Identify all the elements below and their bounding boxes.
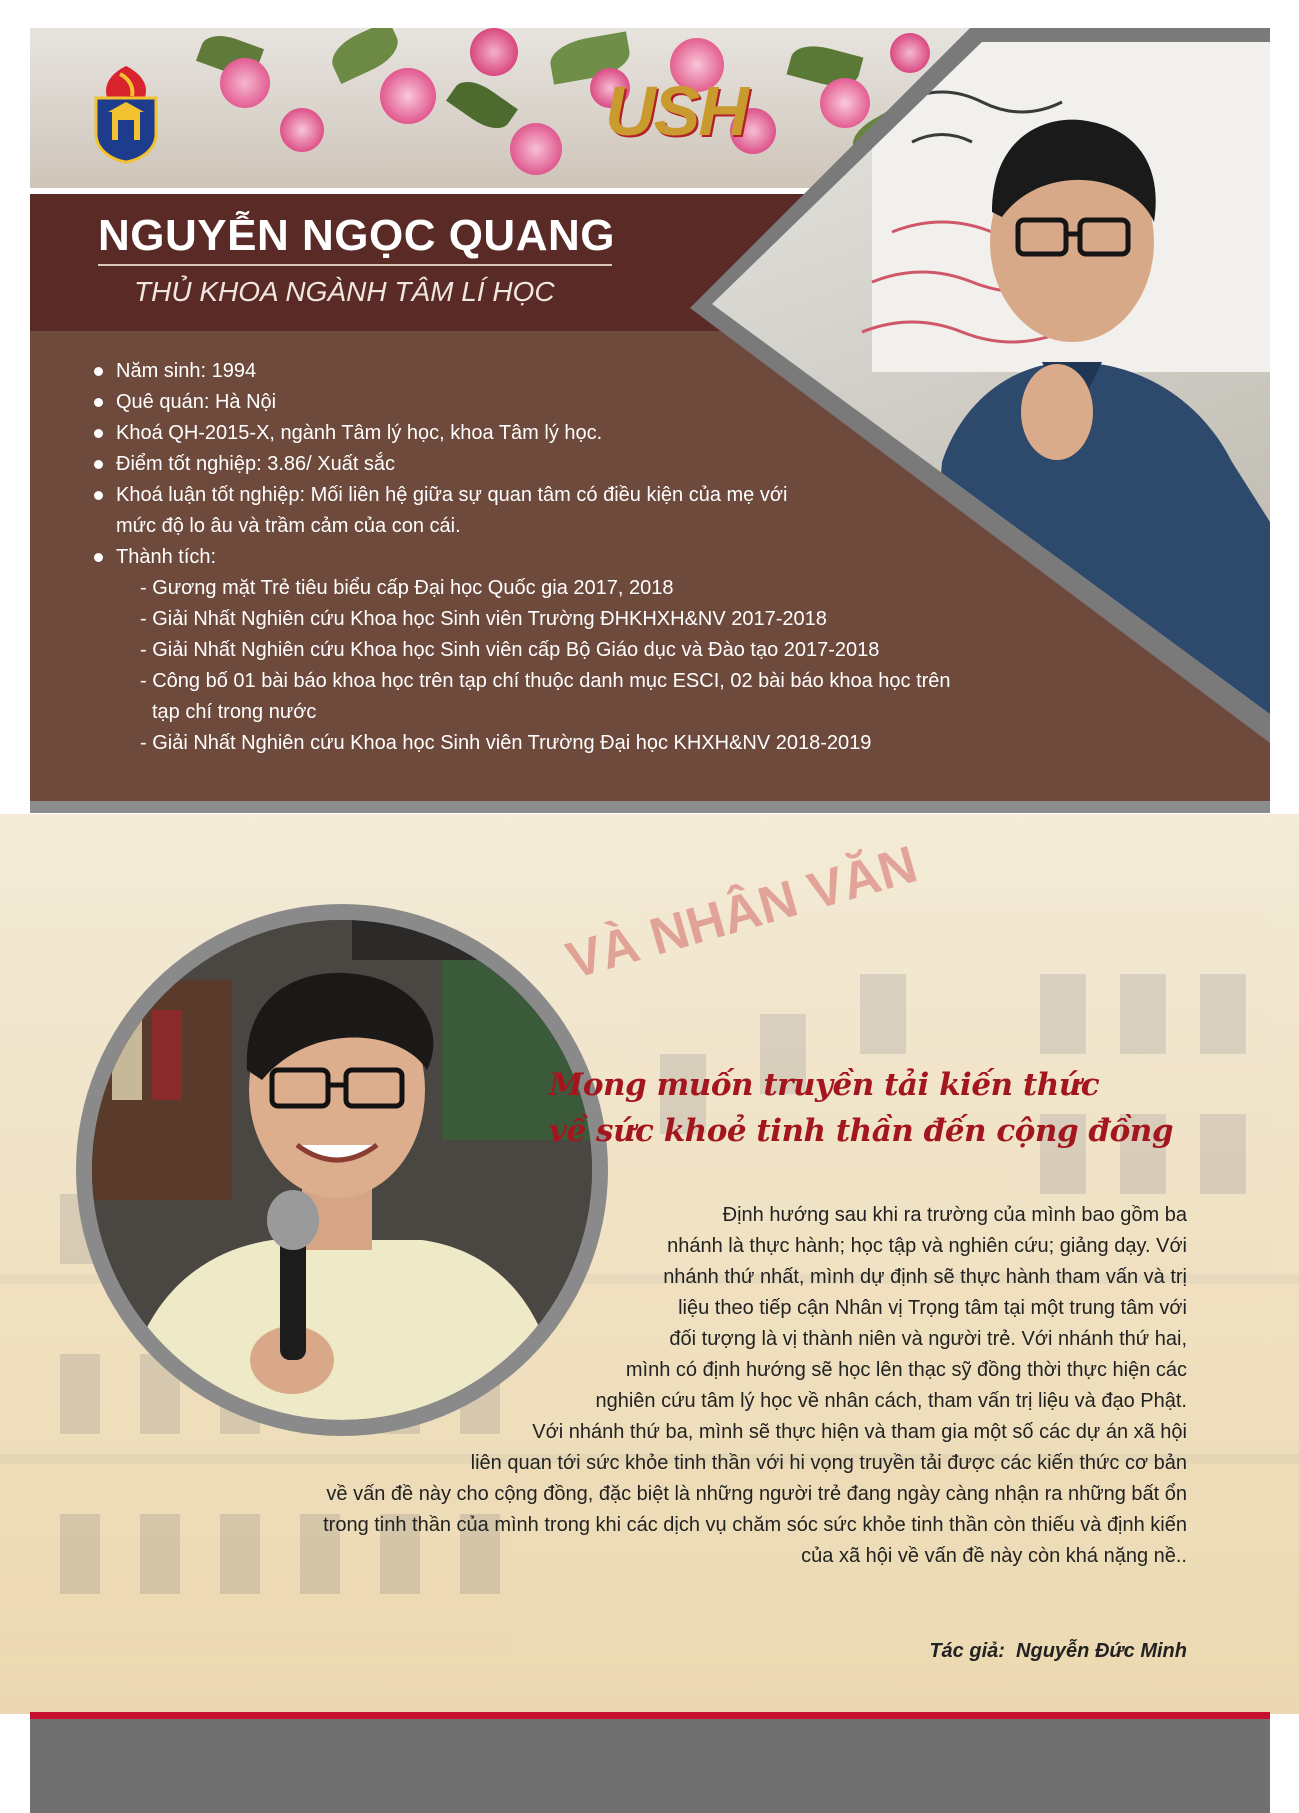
body-line: liệu theo tiếp cận Nhân vị Trọng tâm tại một trung tâm với <box>678 1297 1187 1319</box>
body-line: đối tượng là vị thành niên và người trẻ. Với nhánh thứ hai, <box>669 1328 1187 1350</box>
name-underline <box>98 264 612 266</box>
profile-subtitle: THỦ KHOA NGÀNH TÂM LÍ HỌC <box>134 276 555 307</box>
fact-gpa: Điểm tốt nghiệp: 3.86/ Xuất sắc <box>92 449 1012 480</box>
building-sign-text: VÀ NHÂN VĂN <box>560 835 924 991</box>
body-line: của xã hội về vấn đề này còn khá nặng nề.. <box>801 1545 1187 1567</box>
achievement-item: - Gương mặt Trẻ tiêu biểu cấp Đại học Quốc gia 2017, 2018 <box>140 577 674 599</box>
fact-achievements-label: Thành tích: <box>92 542 1012 573</box>
article-heading <box>549 1062 1189 1154</box>
author-credit <box>929 1636 1187 1666</box>
body-line: liên quan tới sức khỏe tinh thần với hi vọng truyền tải được các kiến thức cơ bản <box>470 1452 1187 1474</box>
body-line: về vấn đề này cho cộng đồng, đặc biệt là những người trẻ đang ngày càng nhận ra những bất ổn <box>326 1483 1187 1505</box>
body-line: nhánh là thực hành; học tập và nghiên cứu; giảng dạy. Với <box>667 1235 1187 1257</box>
brand-logo-text: USH <box>605 72 747 150</box>
body-line: Với nhánh thứ ba, mình sẽ thực hiện và tham gia một số các dự án xã hội <box>532 1421 1187 1443</box>
bullet-icon <box>94 553 103 562</box>
author-label: Tác giả: <box>929 1640 1005 1662</box>
bullet-icon <box>94 429 103 438</box>
body-line: Định hướng sau khi ra trường của mình bao gồm ba <box>722 1204 1187 1226</box>
fact-thesis: Khoá luận tốt nghiệp: Mối liên hệ giữa sự quan tâm có điều kiện của mẹ với mức độ lo âu và trầm cảm của con cái. <box>92 480 1012 542</box>
section-divider <box>30 801 1270 813</box>
profile-name: NGUYỄN NGỌC QUANG <box>98 211 615 260</box>
university-crest-logo <box>90 64 162 164</box>
achievement-item: - Giải Nhất Nghiên cứu Khoa học Sinh viên Trường Đại học KHXH&NV 2018-2019 <box>140 732 872 754</box>
bullet-icon <box>94 398 103 407</box>
bullet-icon <box>94 460 103 469</box>
heading-line: Mong muốn truyền tải kiến thức <box>549 1067 1100 1103</box>
heading-line: về sức khoẻ tinh thần đến cộng đồng <box>549 1113 1173 1149</box>
fact-birth-year: Năm sinh: 1994 <box>92 356 1012 387</box>
author-name: Nguyễn Đức Minh <box>1016 1640 1187 1662</box>
body-line: nghiên cứu tâm lý học về nhân cách, tham vấn trị liệu và đạo Phật. <box>595 1390 1187 1412</box>
body-line: trong tinh thần của mình trong khi các dịch vụ chăm sóc sức khỏe tinh thần còn thiếu và định kiến <box>323 1514 1187 1536</box>
profile-facts <box>92 356 1012 759</box>
achievement-item: - Giải Nhất Nghiên cứu Khoa học Sinh viên Trường ĐHKHXH&NV 2017-2018 <box>140 608 827 630</box>
achievement-item: - Giải Nhất Nghiên cứu Khoa học Sinh viên cấp Bộ Giáo dục và Đào tạo 2017-2018 <box>140 639 880 661</box>
achievement-publication: - Công bố 01 bài báo khoa học trên tạp chí thuộc danh mục ESCI, 02 bài báo khoa học trên tạp chí trong nước <box>140 670 951 723</box>
bullet-icon <box>94 367 103 376</box>
footer-band <box>30 1719 1270 1813</box>
body-line: nhánh thứ nhất, mình dự định sẽ thực hành tham vấn và trị <box>663 1266 1187 1288</box>
article-body <box>227 1200 1187 1572</box>
fact-cohort: Khoá QH-2015-X, ngành Tâm lý học, khoa Tâm lý học. <box>92 418 1012 449</box>
fact-hometown: Quê quán: Hà Nội <box>92 387 1012 418</box>
bullet-icon <box>94 491 103 500</box>
page-edge-mark <box>0 770 20 840</box>
footer-red-rule <box>30 1712 1270 1719</box>
body-line: mình có định hướng sẽ học lên thạc sỹ đồng thời thực hiện các <box>625 1359 1187 1381</box>
ush-brand-logo <box>588 70 764 152</box>
